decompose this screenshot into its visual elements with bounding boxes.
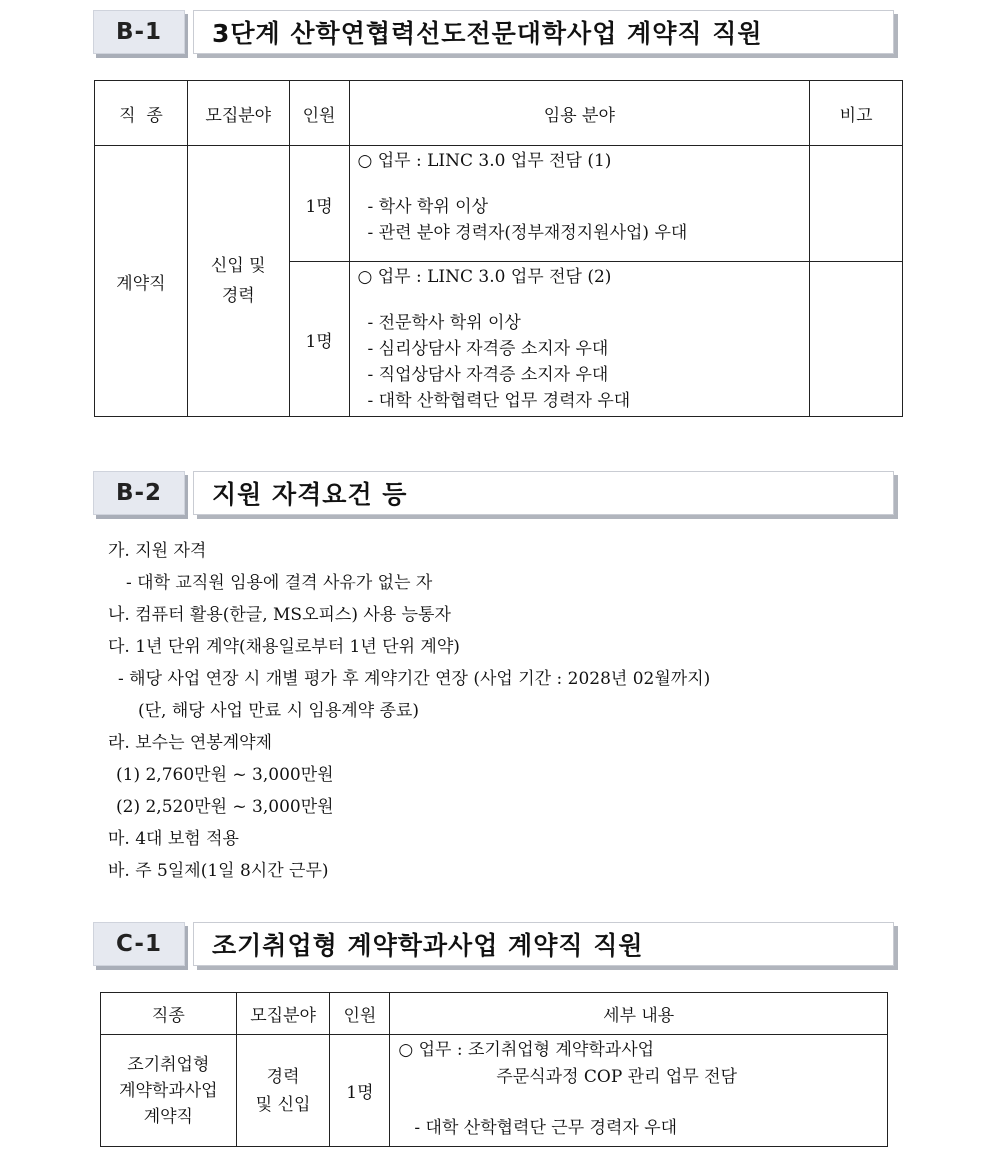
job-type-cell [101, 1035, 237, 1147]
duty-line: ○ 업무 : LINC 3.0 업무 전담 (2) [357, 267, 612, 287]
section-title: 조기취업형 계약학과사업 계약직 직원 [193, 922, 894, 966]
detail-cell [349, 146, 810, 262]
header-count: 인원 [330, 993, 390, 1035]
list-item: 라. 보수는 연봉계약제 [108, 733, 273, 753]
requirement-line: - 관련 분야 경력자(정부재정지원사업) 우대 [367, 223, 688, 243]
requirement-line: - 대학 산학협력단 근무 경력자 우대 [414, 1118, 678, 1138]
table-header-row [95, 81, 903, 146]
list-item: (1) 2,760만원 ~ 3,000만원 [116, 765, 334, 785]
count-cell: 1명 [289, 262, 349, 417]
field-cell [236, 1035, 330, 1147]
job-type-cell: 계약직 [95, 146, 188, 417]
section-code: B-2 [93, 471, 185, 515]
detail-cell [349, 262, 810, 417]
list-item: 가. 지원 자격 [108, 541, 207, 561]
field-line: 및 신입 [255, 1094, 311, 1115]
list-item: 바. 주 5일제(1일 8시간 근무) [108, 861, 329, 881]
list-item: 나. 컴퓨터 활용(한글, MS오피스) 사용 능통자 [108, 605, 451, 625]
section-title: 지원 자격요건 등 [193, 471, 894, 515]
c1-table [100, 992, 888, 1147]
header-job-type: 직종 [101, 993, 237, 1035]
section-title: 3단계 산학연협력선도전문대학사업 계약직 직원 [193, 10, 894, 54]
header-field: 모집분야 [236, 993, 330, 1035]
table-row [95, 146, 903, 262]
field-cell: 신입 및 경력 [187, 146, 289, 417]
count-cell: 1명 [289, 146, 349, 262]
requirement-line: - 심리상담사 자격증 소지자 우대 [367, 339, 609, 359]
table-header-row [101, 993, 888, 1035]
header-job-type: 직 종 [95, 81, 188, 146]
header-detail: 세부 내용 [390, 993, 888, 1035]
section-header-b1 [93, 10, 900, 60]
list-item: (단, 해당 사업 만료 시 임용계약 종료) [138, 701, 419, 721]
duty-line: ○ 업무 : LINC 3.0 업무 전담 (1) [357, 151, 612, 171]
list-item: 마. 4대 보험 적용 [108, 829, 239, 849]
job-type-line: 계약학과사업 [119, 1080, 218, 1101]
field-line: 경력 [266, 1066, 300, 1087]
section-header-b2 [93, 471, 900, 521]
section-code: C-1 [93, 922, 185, 966]
section-header-c1 [93, 922, 900, 972]
count-cell: 1명 [330, 1035, 390, 1147]
job-type-line: 조기취업형 [127, 1054, 210, 1075]
table-row [101, 1035, 888, 1147]
detail-cell [390, 1035, 888, 1147]
list-item: (2) 2,520만원 ~ 3,000만원 [116, 797, 334, 817]
requirement-line: - 전문학사 학위 이상 [367, 313, 521, 333]
header-note: 비고 [810, 81, 903, 146]
requirement-line: - 학사 학위 이상 [367, 197, 488, 217]
job-type-line: 계약직 [143, 1106, 193, 1127]
header-count: 인원 [289, 81, 349, 146]
duty-line: 주문식과정 COP 관리 업무 전담 [496, 1067, 738, 1087]
requirement-line: - 대학 산학협력단 업무 경력자 우대 [367, 391, 631, 411]
duty-line: ○ 업무 : 조기취업형 계약학과사업 [398, 1040, 655, 1060]
header-field: 모집분야 [187, 81, 289, 146]
header-appointment: 임용 분야 [349, 81, 810, 146]
requirement-line: - 직업상담사 자격증 소지자 우대 [367, 365, 609, 385]
b1-table [94, 80, 903, 417]
note-cell [810, 262, 903, 417]
list-item: - 해당 사업 연장 시 개별 평가 후 계약기간 연장 (사업 기간 : 2028년 02월까지) [118, 669, 711, 689]
requirements-list [108, 535, 710, 887]
list-item: 다. 1년 단위 계약(채용일로부터 1년 단위 계약) [108, 637, 460, 657]
note-cell [810, 146, 903, 262]
list-item: - 대학 교직원 임용에 결격 사유가 없는 자 [126, 573, 433, 593]
section-code: B-1 [93, 10, 185, 54]
